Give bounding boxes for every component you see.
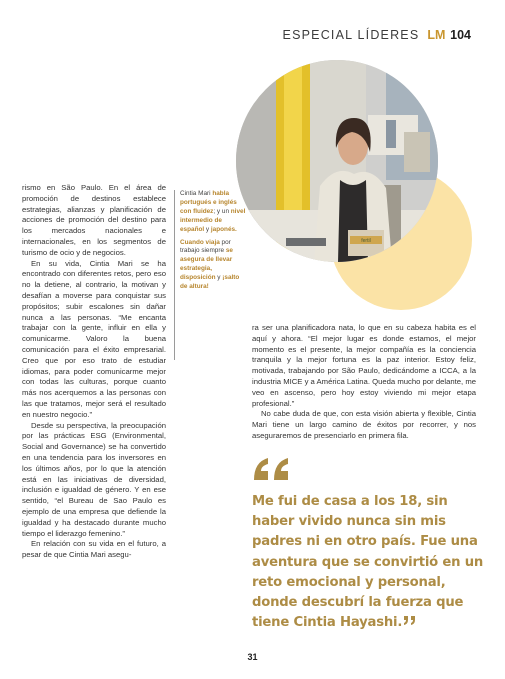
paragraph: En su vida, Cintia Mari se ha encontrado con diferentes retos, pero eso no la detiene, al contrario, la motivan y desafían a moverse para conquistar sus propósitos; subir escalones sin dañar nunca a las personas. “Me encanta trabajar con la gente, influir en ella y comunicarme. Valoro la buena comunicación para el éxito empresarial. Creo que por eso trato de estudiar idiomas, para poder comunicarme mejor con todas las culturas, porque cuanto más nos acerquemos a las personas con las que tratamos, mejor será el resultado en nuestro negocio.” (22, 258, 166, 419)
running-header (283, 28, 471, 42)
sidebar-text: y (215, 274, 223, 282)
sidebar-text: Cintia Mari (180, 190, 213, 197)
issue-number: 104 (450, 28, 471, 42)
sidebar-text: por trabajo siempre (180, 238, 231, 255)
sidebar-highlight: ¡salto de altura! (180, 274, 240, 291)
sidebar-highlight: nivel intermedio de español (180, 207, 246, 233)
open-quote-icon (252, 456, 292, 482)
section-title: ESPECIAL LÍDERES (282, 28, 420, 42)
paragraph: rismo en São Paulo. En el área de promoción de destinos establece estrategias, alianzas y planificación de acciones de promoción del destino para los mercados nacionales e internacionales, en los segmentos de turismo de ocio y de negocios. (22, 183, 166, 257)
sidebar-highlight: Cuando viaja (180, 238, 220, 246)
sidebar-highlight: habla portugués e inglés con fluidez (180, 190, 237, 215)
sidebar-highlight: se asegura de llevar estrategia, disposición (180, 247, 233, 282)
paragraph: No cabe duda de que, con esta visión abierta y flexible, Cintia Mari tiene un largo camino de éxitos por recorrer, y nos aseguraremos de presenciarlo en primera fila. (252, 409, 476, 440)
portrait-illustration (236, 60, 438, 262)
sidebar-paragraph (180, 239, 246, 292)
pull-quote (252, 492, 484, 633)
sidebar-text: y (204, 225, 211, 233)
paragraph: En relación con su vida en el futuro, a pesar de que Cintia Mari asegu- (22, 539, 166, 560)
sidebar-highlight: japonés. (210, 225, 237, 233)
page-number: 31 (247, 652, 258, 662)
portrait-photo (236, 60, 438, 262)
paragraph: Desde su perspectiva, la preocupación por las prácticas ESG (Environmental, Social and Governance) se ha convertido en una tendencia para los inversores en los últimos años, por lo que la atención está en las iniciativas de diversidad, inclusión e igualdad de género. Y en ese sentido, “el Bureau de Sao Paulo es ejemplo de una empresa que defiende la igualdad y ha destacado durante mucho tiempo el liderazgo femenino.” (22, 420, 166, 538)
magazine-logo: LM (427, 28, 446, 42)
pull-quote-text: Me fui de casa a los 18, sin haber vivido nunca sin mis padres ni en otro país. Fue una aventura que se convirtió en un reto emocional y personal, donde descubrí la fuerza que tiene Cintia Hayashi. (252, 494, 484, 631)
body-column-right (252, 323, 476, 442)
banner-text: fertil (361, 238, 371, 244)
close-quote-icon (403, 616, 417, 625)
body-column-left (22, 183, 166, 561)
sidebar-text: ; y un (213, 207, 231, 215)
sidebar-note (174, 190, 246, 360)
sidebar-paragraph (180, 190, 246, 235)
magazine-id (427, 28, 471, 42)
paragraph: ra ser una planificadora nata, lo que en su cabeza habita es el aquí y ahora. “El mejor lugar es donde estamos, el mejor momento es el presente, la mejor compañía es la conciencia tranquila y la mejor fortuna es la paz interior. Estoy feliz, motivada, trabajando por São Paulo, dedicándome a ICCA, a la industria MICE y a América Latina. Queda mucho por delante, me veo en ascenso, pero hoy estoy viviendo mi mejor etapa profesional.” (252, 323, 476, 408)
